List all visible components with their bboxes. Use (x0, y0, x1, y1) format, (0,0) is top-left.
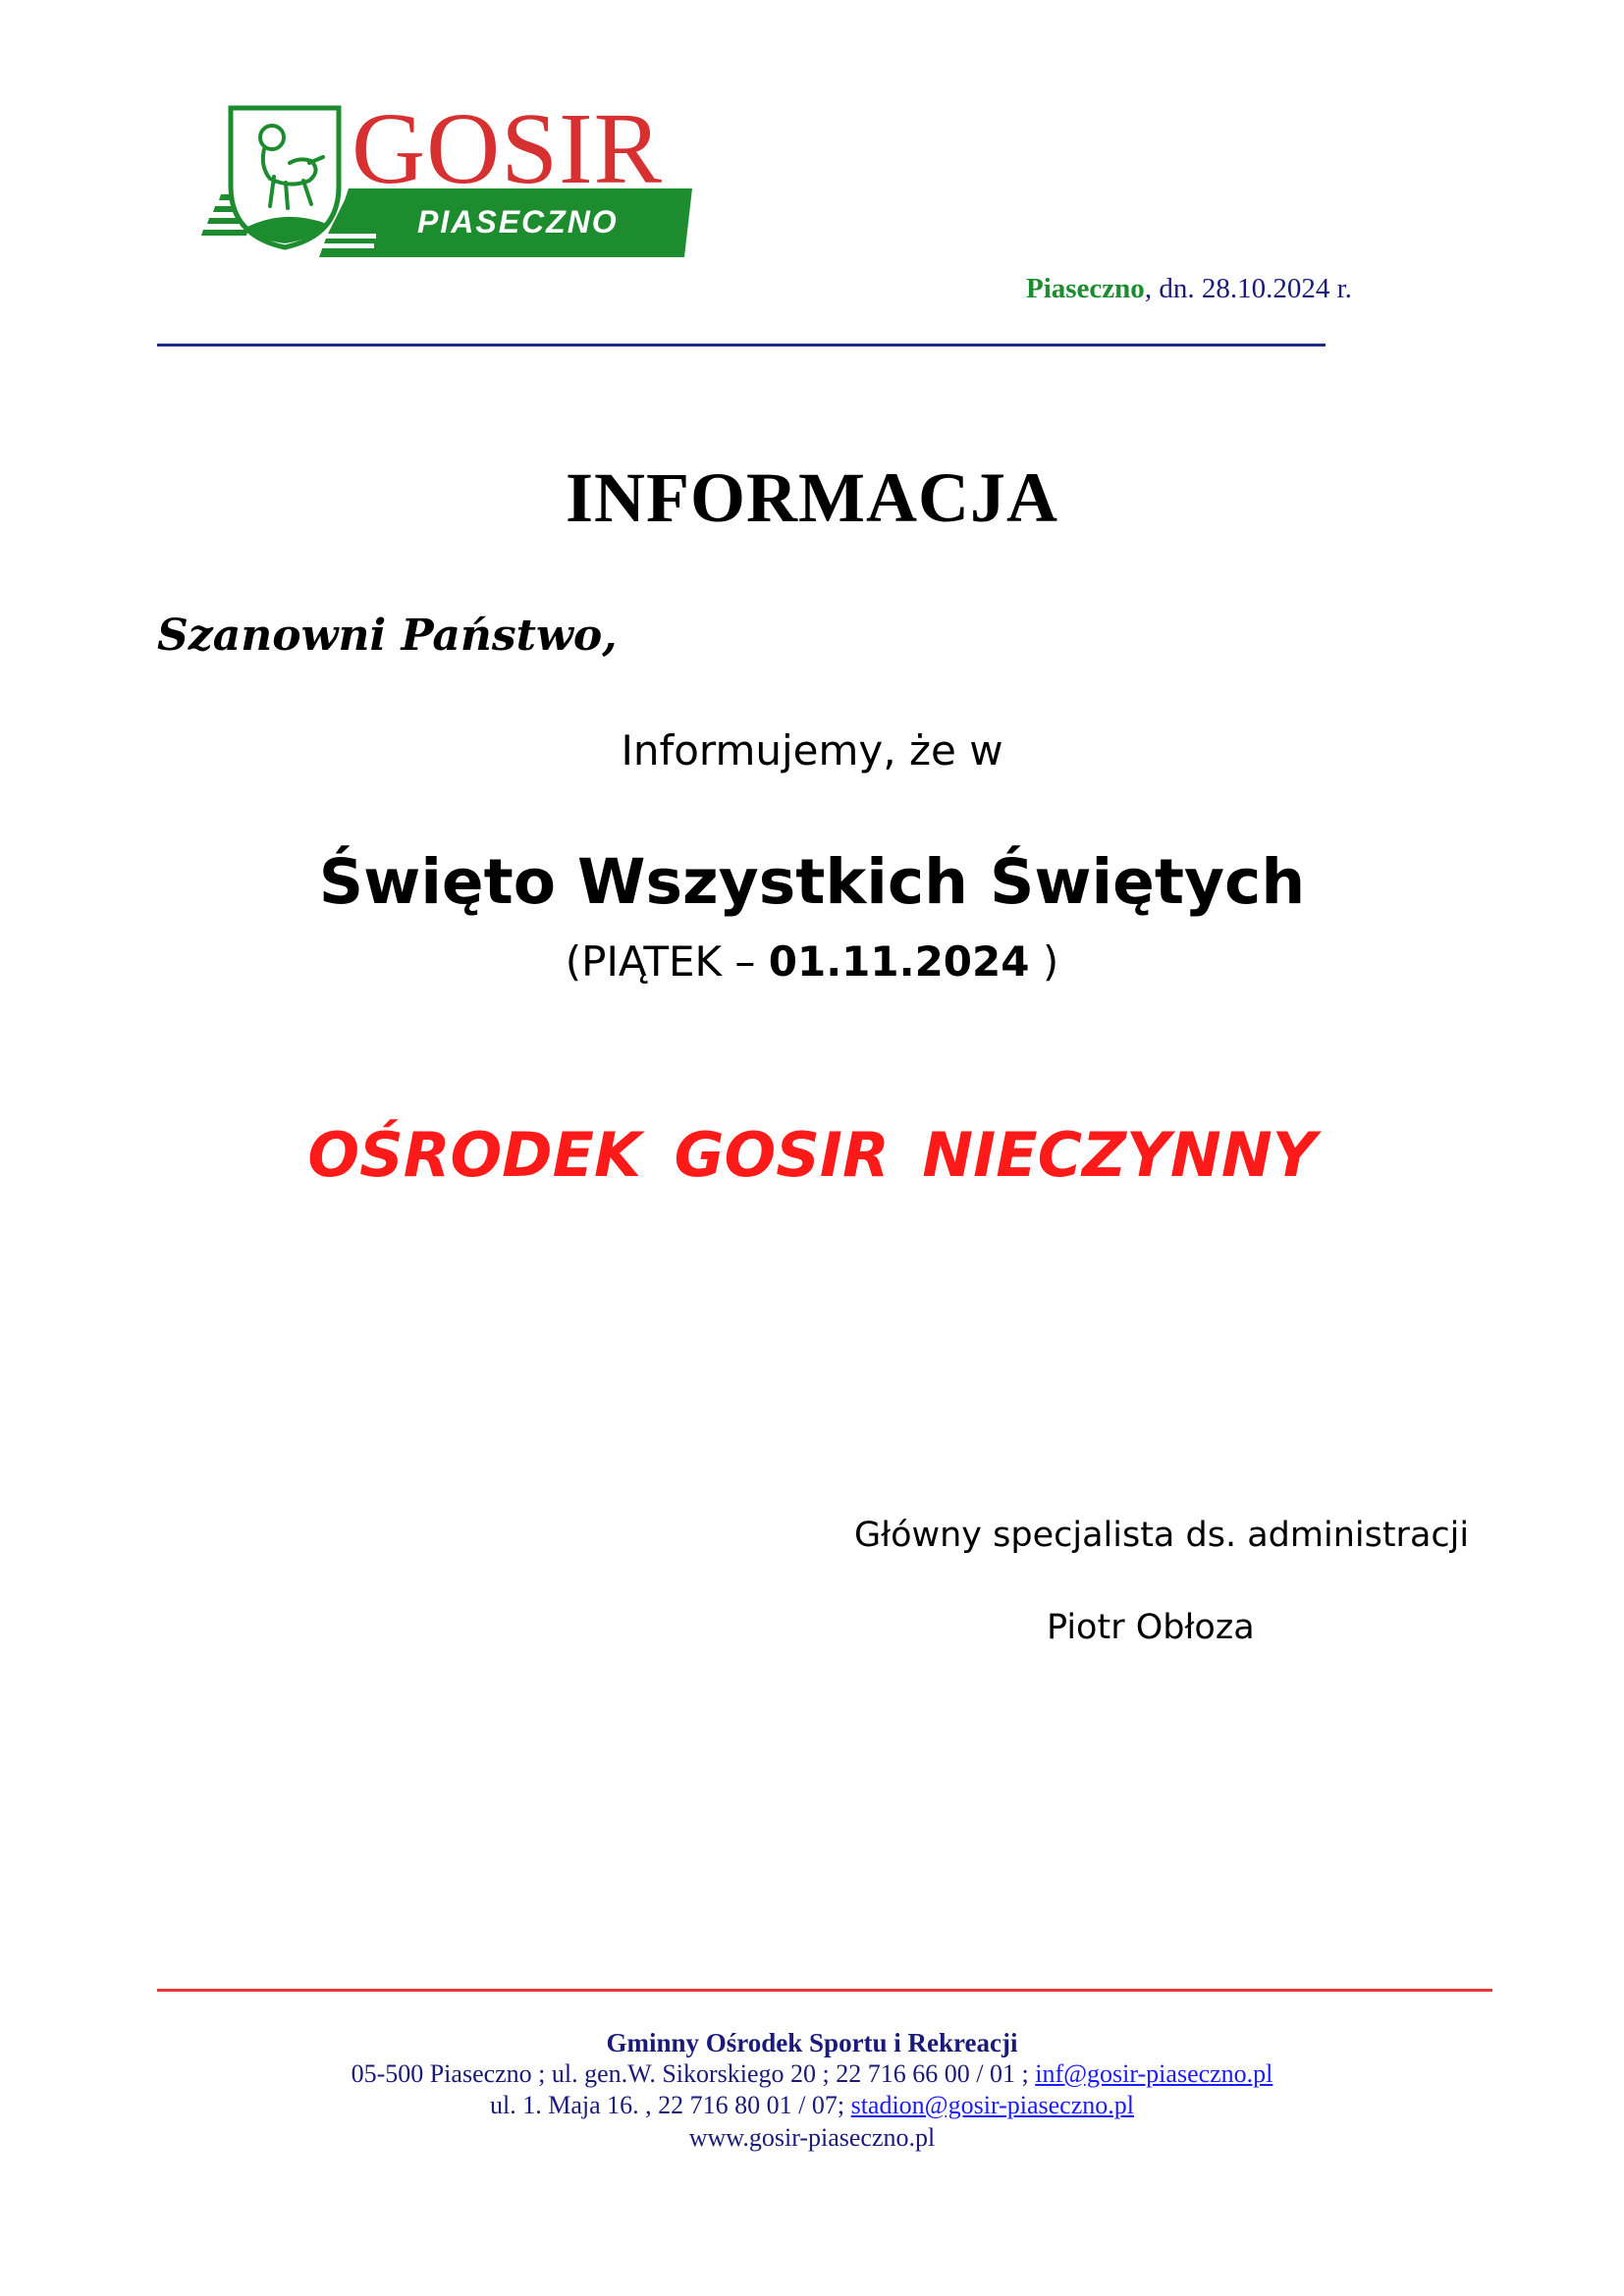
intro-text: Informujemy, że w (621, 726, 1003, 774)
day-date: 01.11.2024 (768, 937, 1030, 986)
document-date (1026, 273, 1352, 305)
signature-name: Piotr Obłoza (1047, 1608, 1255, 1647)
holiday-date-line (0, 937, 1624, 986)
date-text: , dn. 28.10.2024 r. (1144, 273, 1352, 304)
day-suffix: ) (1029, 937, 1059, 986)
header-divider (157, 344, 1326, 347)
footer-line1-text: 05-500 Piaseczno ; ul. gen.W. Sikorskiego 20 ; 22 716 66 00 / 01 ; (351, 2059, 1036, 2088)
footer-line2-text: ul. 1. Maja 16. , 22 716 80 01 / 07; (489, 2091, 851, 2119)
closed-notice: OŚRODEK GOSIR NIECZYNNY (307, 1119, 1317, 1191)
day-prefix: (PIĄTEK – (565, 937, 769, 986)
footer-address-line-2 (0, 2091, 1624, 2120)
footer-email-info-link[interactable]: inf@gosir-piaseczno.pl (1035, 2059, 1273, 2088)
logo-wordmark: GOSIR (352, 92, 664, 205)
footer-email-stadion-link[interactable]: stadion@gosir-piaseczno.pl (850, 2091, 1134, 2119)
ram-shield-icon (231, 108, 339, 247)
signature-title: Główny specjalista ds. administracji (854, 1516, 1470, 1555)
footer-divider (157, 1989, 1492, 1992)
footer-address-line-1 (0, 2059, 1624, 2089)
holiday-name: Święto Wszystkich Świętych (318, 846, 1306, 918)
logo-subtitle: PIASECZNO (417, 204, 619, 240)
footer-website[interactable]: www.gosir-piaseczno.pl (688, 2123, 936, 2152)
document-title: INFORMACJA (566, 458, 1058, 537)
date-city: Piaseczno (1026, 273, 1145, 304)
greeting: Szanowni Państwo, (157, 611, 618, 661)
footer-organization: Gminny Ośrodek Sportu i Rekreacji (606, 2028, 1018, 2057)
